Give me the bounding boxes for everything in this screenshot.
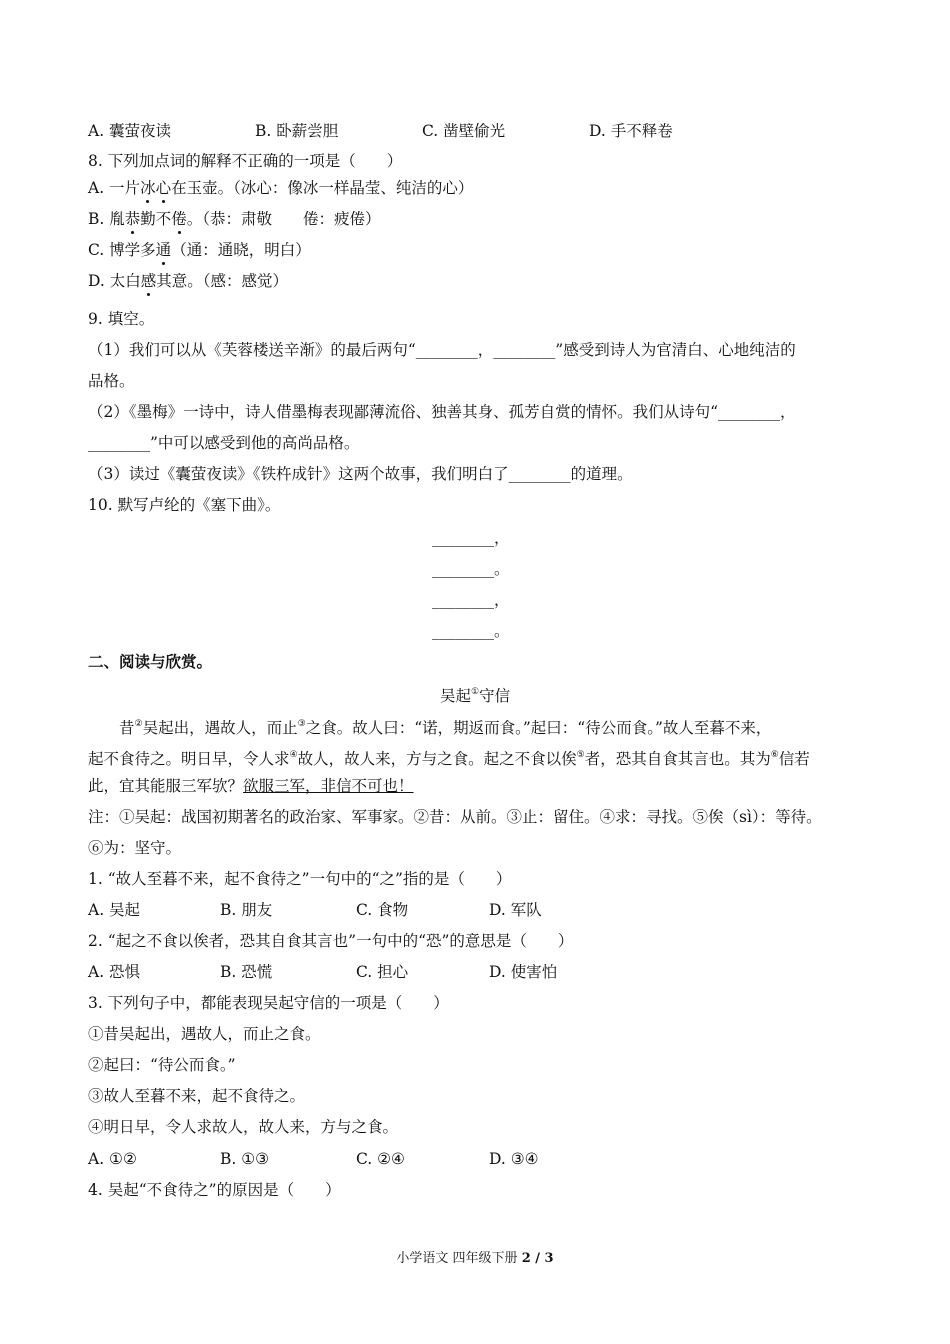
q9-stem: 9. 填空。 — [88, 310, 155, 328]
dotted-char: 冰 — [140, 179, 156, 197]
r3-item-2: ②起曰：“待公而食。” — [88, 1056, 236, 1074]
dotted-char: 恭 — [124, 210, 141, 228]
q7-option-d: D. 手不释卷 — [589, 122, 673, 140]
q10-stem: 10. 默写卢纶的《塞下曲》。 — [88, 496, 281, 514]
underlined-sentence: 欲服三军，非信不可也！ — [243, 777, 414, 795]
q8-option-a: A. 一片冰心在玉壶。（冰心：像冰一样晶莹、纯洁的心） — [88, 179, 474, 197]
section-heading: 二、阅读与欣赏。 — [88, 652, 213, 671]
r3-item-4: ④明日早，令人求故人，故人来，方与之食。 — [88, 1118, 399, 1136]
q9-part1-line2: 品格。 — [88, 372, 135, 390]
notes-line-2: ⑥为：坚守。 — [88, 839, 182, 857]
dotted-char: 倦 — [171, 210, 187, 228]
page-number: 2 / 3 — [521, 1251, 554, 1266]
passage-line-2: 起不食待之。明日早，令人求④故人，故人来，方与之食。起之不食以俟⑤者，恐其自食其言也。其为⑥信若 — [88, 750, 810, 768]
q10-blank-2[interactable]: ________。 — [432, 560, 510, 578]
passage-title: 吴起①守信 — [439, 687, 511, 705]
r3-item-3: ③故人至暮不来，起不食待之。 — [88, 1087, 306, 1105]
r1-options: A. 吴起 B. 朋友 C. 食物 D. 军队 — [88, 901, 542, 919]
r4-stem: 4. 吴起“不食待之”的原因是（ ） — [88, 1181, 341, 1199]
footer-label: 小学语文 四年级下册 — [396, 1251, 522, 1266]
q9-part3: （3）读过《囊萤夜读》《铁杵成针》这两个故事，我们明白了________的道理。 — [88, 465, 633, 483]
q10-blank-3[interactable]: ________， — [432, 591, 510, 609]
r3-stem: 3. 下列句子中，都能表现吴起守信的一项是（ ） — [88, 994, 449, 1012]
q7-option-a: A. 囊萤夜读 — [88, 122, 172, 140]
r3-options: A. ①② B. ①③ C. ②④ D. ③④ — [88, 1150, 539, 1168]
q10-blank-4[interactable]: ________。 — [432, 622, 510, 640]
dotted-char: 通 — [155, 241, 172, 259]
dotted-char: 心 — [155, 179, 172, 197]
passage-line-1: 昔②吴起出，遇故人，而止③之食。故人曰：“诺，期返而食。”起曰：“待公而食。”故人至暮不来， — [119, 719, 772, 737]
page-footer — [0, 1247, 950, 1266]
passage-line-3: 此，宜其能服三军欤？欲服三军，非信不可也！ — [88, 777, 414, 795]
q7-options — [88, 121, 673, 141]
dotted-char: 感 — [140, 272, 157, 290]
q9-part2-line2: ________”中可以感受到他的高尚品格。 — [88, 434, 360, 452]
q8-stem: 8. 下列加点词的解释不正确的一项是（ ） — [88, 152, 403, 170]
r3-item-1: ①昔吴起出，遇故人，而止之食。 — [88, 1025, 321, 1043]
q7-option-c: C. 凿壁偷光 — [422, 122, 506, 140]
r1-stem: 1. “故人至暮不来，起不食待之”一句中的“之”指的是（ ） — [88, 870, 512, 888]
q8-option-c: C. 博学多通（通：通晓，明白） — [88, 241, 311, 259]
r2-stem: 2. “起之不食以俟者，恐其自食其言也”一句中的“恐”的意思是（ ） — [88, 932, 574, 950]
q9-part2-line1: （2）《墨梅》一诗中，诗人借墨梅表现鄙薄流俗、独善其身、孤芳自赏的情怀。我们从诗句“________， — [88, 403, 796, 421]
q8-option-b: B. 胤恭勤不倦。（恭：肃敬 倦：疲倦） — [88, 210, 381, 228]
q10-blank-1[interactable]: ________， — [432, 529, 510, 547]
notes-line-1: 注：①吴起：战国初期著名的政治家、军事家。②昔：从前。③止：留住。④求：寻找。⑤俟（sì）：等待。 — [88, 808, 822, 826]
q7-option-b: B. 卧薪尝胆 — [255, 122, 339, 140]
q8-option-d: D. 太白感其意。（感：感觉） — [88, 272, 289, 290]
r2-options: A. 恐惧 B. 恐慌 C. 担心 D. 使害怕 — [88, 963, 558, 981]
q9-part1-line1: （1）我们可以从《芙蓉楼送辛渐》的最后两句“________，________”感受到诗人为官清白、心地纯洁的 — [88, 341, 796, 359]
